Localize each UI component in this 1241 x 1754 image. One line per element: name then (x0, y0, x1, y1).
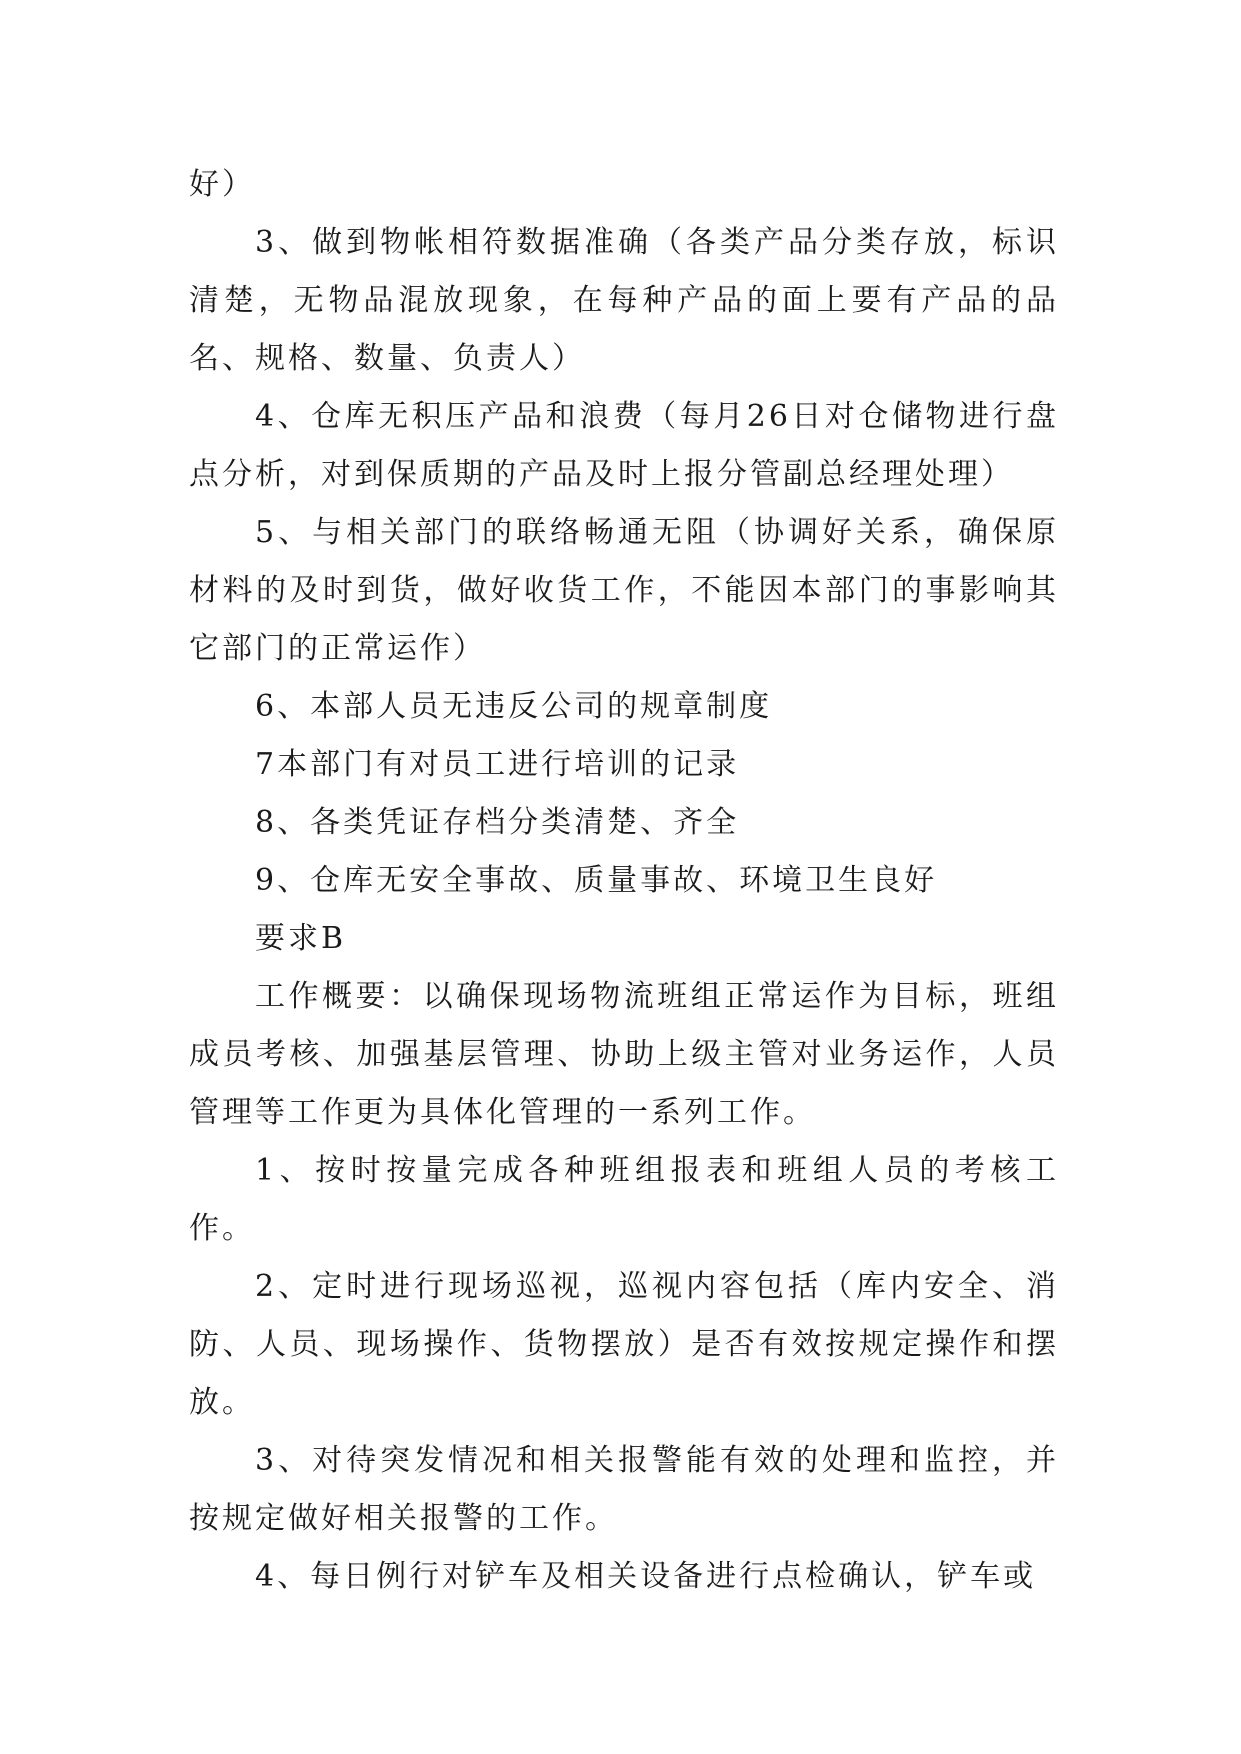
section-heading-b: 要求B (255, 921, 347, 956)
paragraph-b-item-3: 3、对待突发情况和相关报警能有效的处理和监控，并按规定做好相关报警的工作。 (189, 1443, 1059, 1536)
document-body (189, 156, 1059, 1606)
paragraph-item-8: 8、各类凭证存档分类清楚、齐全 (255, 805, 740, 840)
paragraph-continuation: 好） (189, 167, 255, 202)
paragraph-item-6: 6、本部人员无违反公司的规章制度 (255, 689, 773, 724)
paragraph-item-5: 5、与相关部门的联络畅通无阻（协调好关系，确保原材料的及时到货，做好收货工作，不能因本部门的事影响其它部门的正常运作） (189, 515, 1059, 666)
paragraph-item-9: 9、仓库无安全事故、质量事故、环境卫生良好 (255, 863, 938, 898)
paragraph-b-item-1: 1、按时按量完成各种班组报表和班组人员的考核工作。 (189, 1153, 1059, 1246)
paragraph-b-item-4: 4、每日例行对铲车及相关设备进行点检确认，铲车或 (255, 1559, 1037, 1594)
paragraph-item-3: 3、做到物帐相符数据准确（各类产品分类存放，标识清楚，无物品混放现象，在每种产品的面上要有产品的品名、规格、数量、负责人） (189, 225, 1059, 376)
paragraph-item-4: 4、仓库无积压产品和浪费（每月26日对仓储物进行盘点分析，对到保质期的产品及时上报分管副总经理处理） (189, 399, 1059, 492)
paragraph-summary: 工作概要：以确保现场物流班组正常运作为目标，班组成员考核、加强基层管理、协助上级主管对业务运作，人员管理等工作更为具体化管理的一系列工作。 (189, 979, 1059, 1130)
paragraph-b-item-2: 2、定时进行现场巡视，巡视内容包括（库内安全、消防、人员、现场操作、货物摆放）是否有效按规定操作和摆放。 (189, 1269, 1059, 1420)
paragraph-item-7: 7本部门有对员工进行培训的记录 (255, 747, 740, 782)
